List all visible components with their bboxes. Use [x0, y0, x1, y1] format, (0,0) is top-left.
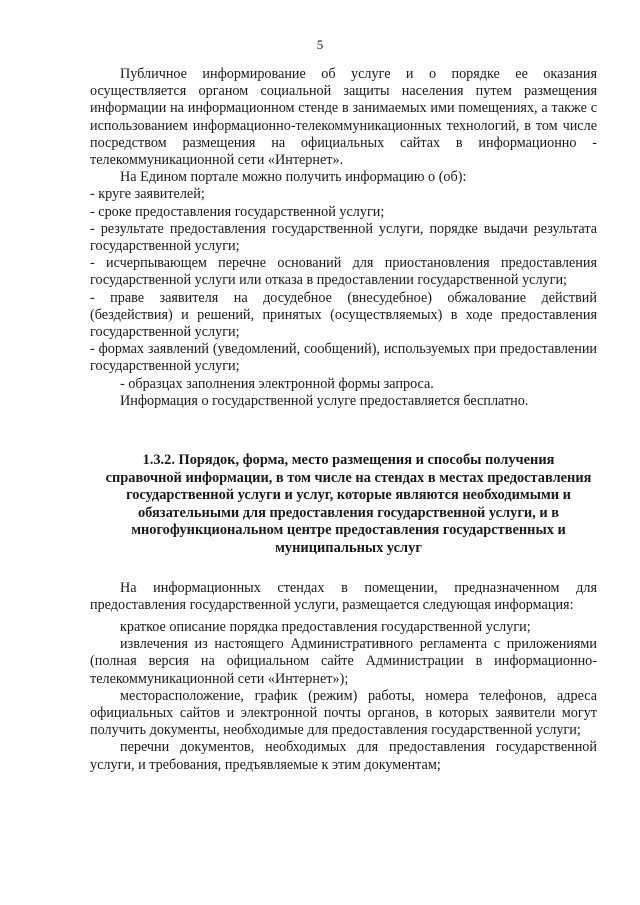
list-item: - образцах заполнения электронной формы запроса. [120, 375, 434, 392]
list-item: краткое описание порядка предоставления государственной услуги; [120, 619, 531, 636]
list-item: - сроке предоставления государственной услуги; [90, 203, 385, 220]
paragraph-free-info: Информация о государственной услуге предоставляется бесплатно. [120, 392, 529, 409]
section-heading: 1.3.2. Порядок, форма, место размещения и способы получения справочной информации, в том числе на стендах в местах предоставления государственной услуги и услуг, которые являются необходимыми и обязательными для предоставления государственной услуги, и в многофункциональном центре предоставления государственных и муниципальных услуг [105, 452, 592, 557]
list-item: - праве заявителя на досудебное (внесудебное) обжалование действий (бездействия) и решений, принятых (осуществляемых) в ходе предоставления государственной услуги; [90, 289, 597, 341]
list-item: - круге заявителей; [90, 186, 205, 203]
list-item: перечни документов, необходимых для предоставления государственной услуги, и требования, предъявляемые к этим документам; [90, 739, 597, 773]
list-item: месторасположение, график (режим) работы, номера телефонов, адреса официальных сайтов и электронной почты органов, в которых заявители могут получить документы, необходимые для предоставления государственной услуги; [90, 687, 597, 739]
paragraph-stands-intro: На информационных стендах в помещении, предназначенном для предоставления государственной услуги, размещается следующая информация: [90, 579, 597, 613]
paragraph-unified-portal: На Едином портале можно получить информацию о (об): [120, 169, 467, 186]
list-item: - исчерпывающем перечне оснований для приостановления предоставления государственной услуги или отказа в предоставлении государственной услуги; [90, 255, 597, 289]
list-item: - формах заявлений (уведомлений, сообщений), используемых при предоставлении государственной услуги; [90, 341, 597, 375]
paragraph-public-informing: Публичное информирование об услуге и о порядке ее оказания осуществляется органом социальной защиты населения путем размещения информации на информационном стенде в занимаемых ими помещениях, а также с использованием информационно-телекоммуникационных технологий, в том числе посредством размещения на официальных сайтах в информационно - телекоммуникационной сети «Интернет». [90, 66, 597, 169]
list-item: - результате предоставления государственной услуги, порядке выдачи результата государственной услуги; [90, 220, 597, 255]
page-number: 5 [316, 37, 324, 52]
page-content [90, 66, 597, 774]
list-item: извлечения из настоящего Административного регламента с приложениями (полная версия на официальном сайте Администрации в информационно-телекоммуникационной сети «Интернет»); [90, 636, 597, 687]
